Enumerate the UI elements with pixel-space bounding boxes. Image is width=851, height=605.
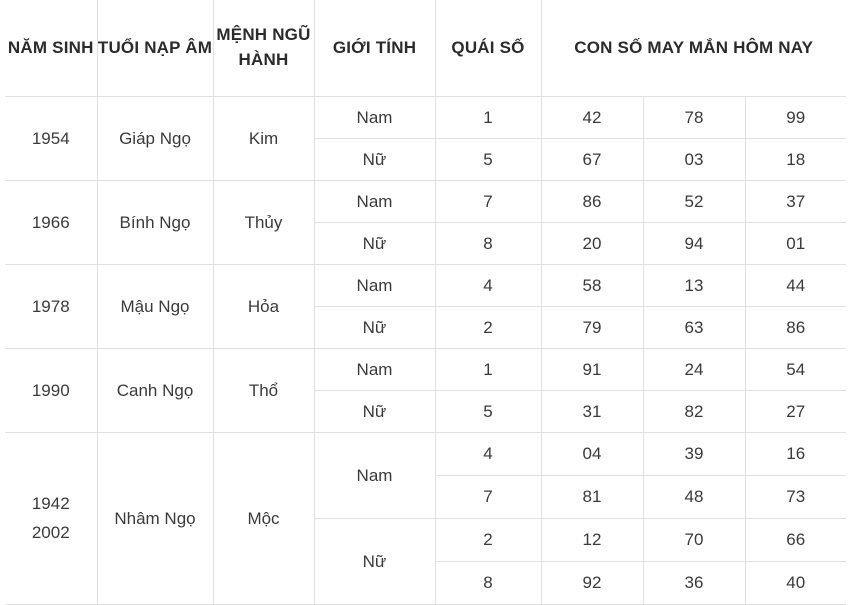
cell-quai: 4 xyxy=(435,265,541,307)
cell-lucky-number: 40 xyxy=(745,562,846,605)
cell-lucky-number: 39 xyxy=(643,433,745,476)
cell-menh: Hỏa xyxy=(213,265,314,349)
cell-quai: 8 xyxy=(435,223,541,265)
cell-lucky-number: 18 xyxy=(745,139,846,181)
cell-lucky-number: 44 xyxy=(745,265,846,307)
cell-menh: Thủy xyxy=(213,181,314,265)
cell-lucky-number: 91 xyxy=(541,349,643,391)
cell-year: 1966 xyxy=(5,181,97,265)
cell-menh: Kim xyxy=(213,97,314,181)
cell-tuoi-nap-am: Canh Ngọ xyxy=(97,349,213,433)
cell-lucky-number: 16 xyxy=(745,433,846,476)
cell-lucky-number: 86 xyxy=(745,307,846,349)
cell-quai: 1 xyxy=(435,349,541,391)
cell-lucky-number: 54 xyxy=(745,349,846,391)
cell-gender: Nam xyxy=(314,349,435,391)
lucky-numbers-table xyxy=(5,0,846,605)
cell-tuoi-nap-am: Nhâm Ngọ xyxy=(97,433,213,605)
cell-lucky-number: 67 xyxy=(541,139,643,181)
cell-lucky-number: 66 xyxy=(745,519,846,562)
header-menh-ngu-hanh: MỆNH NGŨ HÀNH xyxy=(213,0,314,97)
cell-lucky-number: 82 xyxy=(643,391,745,433)
table-header xyxy=(5,0,846,97)
header-con-so-may-man: CON SỐ MAY MẮN HÔM NAY xyxy=(541,0,846,97)
cell-lucky-number: 78 xyxy=(643,97,745,139)
cell-lucky-number: 99 xyxy=(745,97,846,139)
cell-year-line2: 2002 xyxy=(31,522,70,542)
cell-year xyxy=(5,433,97,605)
header-gioi-tinh: GIỚI TÍNH xyxy=(314,0,435,97)
header-nam-sinh: NĂM SINH xyxy=(5,0,97,97)
cell-lucky-number: 58 xyxy=(541,265,643,307)
cell-lucky-number: 01 xyxy=(745,223,846,265)
cell-gender: Nam xyxy=(314,265,435,307)
cell-lucky-number: 63 xyxy=(643,307,745,349)
cell-lucky-number: 92 xyxy=(541,562,643,605)
cell-lucky-number: 27 xyxy=(745,391,846,433)
cell-lucky-number: 73 xyxy=(745,476,846,519)
cell-lucky-number: 79 xyxy=(541,307,643,349)
cell-lucky-number: 13 xyxy=(643,265,745,307)
cell-quai: 2 xyxy=(435,519,541,562)
cell-year: 1954 xyxy=(5,97,97,181)
table-row xyxy=(5,349,846,391)
cell-lucky-number: 37 xyxy=(745,181,846,223)
cell-quai: 1 xyxy=(435,97,541,139)
cell-gender: Nữ xyxy=(314,307,435,349)
cell-lucky-number: 12 xyxy=(541,519,643,562)
table-row xyxy=(5,433,846,476)
cell-year: 1990 xyxy=(5,349,97,433)
cell-lucky-number: 31 xyxy=(541,391,643,433)
table-row xyxy=(5,265,846,307)
cell-gender: Nữ xyxy=(314,223,435,265)
cell-year: 1978 xyxy=(5,265,97,349)
cell-lucky-number: 36 xyxy=(643,562,745,605)
cell-lucky-number: 94 xyxy=(643,223,745,265)
cell-gender: Nữ xyxy=(314,139,435,181)
header-tuoi-nap-am: TUỔI NẠP ÂM xyxy=(97,0,213,97)
cell-tuoi-nap-am: Bính Ngọ xyxy=(97,181,213,265)
cell-lucky-number: 24 xyxy=(643,349,745,391)
cell-quai: 7 xyxy=(435,181,541,223)
cell-lucky-number: 04 xyxy=(541,433,643,476)
table-row xyxy=(5,97,846,139)
cell-tuoi-nap-am: Giáp Ngọ xyxy=(97,97,213,181)
cell-quai: 4 xyxy=(435,433,541,476)
cell-gender: Nam xyxy=(314,433,435,519)
cell-gender: Nam xyxy=(314,97,435,139)
cell-year-line1: 1942 xyxy=(31,493,70,513)
cell-quai: 7 xyxy=(435,476,541,519)
cell-lucky-number: 03 xyxy=(643,139,745,181)
cell-lucky-number: 70 xyxy=(643,519,745,562)
cell-lucky-number: 42 xyxy=(541,97,643,139)
cell-menh: Mộc xyxy=(213,433,314,605)
cell-tuoi-nap-am: Mậu Ngọ xyxy=(97,265,213,349)
header-row xyxy=(5,0,846,97)
cell-quai: 5 xyxy=(435,391,541,433)
table-body xyxy=(5,97,846,605)
cell-quai: 8 xyxy=(435,562,541,605)
cell-menh: Thổ xyxy=(213,349,314,433)
header-quai-so: QUÁI SỐ xyxy=(435,0,541,97)
table-row xyxy=(5,181,846,223)
cell-lucky-number: 86 xyxy=(541,181,643,223)
cell-lucky-number: 20 xyxy=(541,223,643,265)
cell-lucky-number: 52 xyxy=(643,181,745,223)
cell-quai: 5 xyxy=(435,139,541,181)
cell-gender: Nam xyxy=(314,181,435,223)
cell-quai: 2 xyxy=(435,307,541,349)
cell-gender: Nữ xyxy=(314,519,435,605)
cell-gender: Nữ xyxy=(314,391,435,433)
cell-lucky-number: 81 xyxy=(541,476,643,519)
cell-lucky-number: 48 xyxy=(643,476,745,519)
